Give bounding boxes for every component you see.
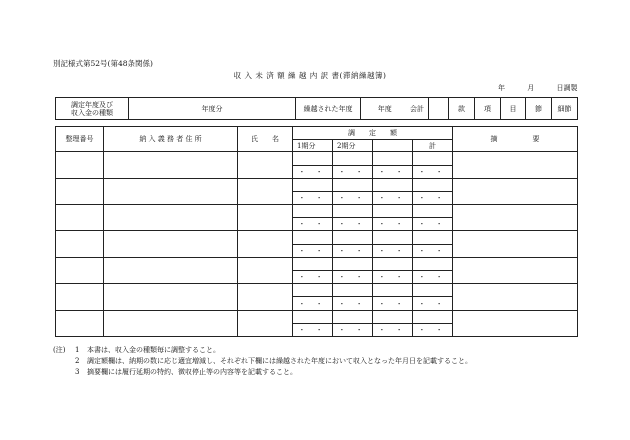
- entry-period-blank-cell[interactable]: [373, 257, 413, 270]
- entry-period-2-cell[interactable]: [333, 231, 373, 244]
- entry-period-blank-cell[interactable]: [373, 152, 413, 165]
- entry-period-blank-cell[interactable]: [373, 284, 413, 297]
- entry-number-cell[interactable]: [56, 178, 104, 204]
- entry-period-2-cell[interactable]: [333, 310, 373, 323]
- entry-period-2-date-cell[interactable]: ・ ・: [333, 191, 373, 204]
- note-1-number: 1: [75, 346, 80, 354]
- entry-period-2-date-cell[interactable]: ・ ・: [333, 323, 373, 336]
- entry-period-blank-cell[interactable]: [373, 231, 413, 244]
- entry-name-cell[interactable]: [238, 310, 293, 336]
- entry-period-1-date-cell[interactable]: ・ ・: [293, 297, 333, 310]
- entry-period-1-date-cell[interactable]: ・ ・: [293, 165, 333, 178]
- entry-total-cell[interactable]: [413, 284, 453, 297]
- date-day: 日調製: [556, 84, 578, 92]
- entry-name-cell[interactable]: [238, 152, 293, 178]
- fiscal-year-cell[interactable]: 年度分: [129, 98, 296, 120]
- blank-cell: [429, 98, 449, 120]
- entry-period-1-date-cell[interactable]: ・ ・: [293, 323, 333, 336]
- entry-period-1-cell[interactable]: [293, 152, 333, 165]
- entry-period-2-date-cell[interactable]: ・ ・: [333, 297, 373, 310]
- kan-cell: 款: [449, 98, 475, 120]
- period-1-header: 1期分: [293, 140, 333, 152]
- period-2-header: 2期分: [333, 140, 373, 152]
- notes-lead: (注): [53, 346, 66, 354]
- account-label: 会計: [410, 104, 424, 113]
- entry-name-cell[interactable]: [238, 205, 293, 231]
- preparation-date: [498, 84, 577, 92]
- entry-period-1-date-cell[interactable]: ・ ・: [293, 271, 333, 284]
- entry-row: [56, 205, 578, 218]
- entry-remarks-cell[interactable]: [453, 257, 578, 283]
- entry-remarks-cell[interactable]: [453, 310, 578, 336]
- entry-period-1-cell[interactable]: [293, 205, 333, 218]
- entry-period-2-date-cell[interactable]: ・ ・: [333, 218, 373, 231]
- entry-address-cell[interactable]: [104, 257, 238, 283]
- entry-remarks-cell[interactable]: [453, 178, 578, 204]
- entry-period-blank-date-cell[interactable]: ・ ・: [373, 271, 413, 284]
- entry-period-blank-date-cell[interactable]: ・ ・: [373, 191, 413, 204]
- note-2: [53, 356, 472, 367]
- note-2-number: 2: [75, 357, 80, 365]
- entry-period-blank-cell[interactable]: [373, 310, 413, 323]
- date-month: 月: [527, 84, 535, 92]
- entry-name-cell[interactable]: [238, 284, 293, 310]
- entry-period-2-cell[interactable]: [333, 178, 373, 191]
- carried-year-cell[interactable]: [361, 98, 429, 120]
- entry-number-cell[interactable]: [56, 231, 104, 257]
- entry-period-1-cell[interactable]: [293, 310, 333, 323]
- entry-number-cell[interactable]: [56, 205, 104, 231]
- entry-period-blank-cell[interactable]: [373, 205, 413, 218]
- entry-remarks-cell[interactable]: [453, 231, 578, 257]
- entry-period-1-cell[interactable]: [293, 231, 333, 244]
- entry-period-2-cell[interactable]: [333, 257, 373, 270]
- entry-total-date-cell[interactable]: ・ ・: [413, 271, 453, 284]
- note-2-text: 調定額欄は、納期の数に応じ適宜増減し、それぞれ下欄には繰越された年度において収入となった年月日を記載すること。: [87, 357, 472, 365]
- entry-number-cell[interactable]: [56, 310, 104, 336]
- setsu-cell: 節: [526, 98, 552, 120]
- entry-row: [56, 257, 578, 270]
- entry-remarks-cell[interactable]: [453, 152, 578, 178]
- entry-period-2-cell[interactable]: [333, 152, 373, 165]
- entry-address-cell[interactable]: [104, 152, 238, 178]
- date-year: 年: [498, 84, 505, 92]
- note-3-text: 摘要欄には履行延期の特約、徴収停止等の内容等を記載すること。: [87, 368, 297, 376]
- saisetsu-cell: 細節: [552, 98, 578, 120]
- entry-total-cell[interactable]: [413, 231, 453, 244]
- entry-period-1-date-cell[interactable]: ・ ・: [293, 244, 333, 257]
- entry-period-1-cell[interactable]: [293, 284, 333, 297]
- carried-year-label: 繰越された年度: [296, 98, 361, 120]
- address-header: 納 入 義 務 者 住 所: [104, 127, 238, 152]
- entry-total-cell[interactable]: [413, 178, 453, 191]
- year-label: 年度: [377, 104, 392, 113]
- name-header: 氏 名: [238, 127, 293, 152]
- entry-total-cell[interactable]: [413, 257, 453, 270]
- note-1-text: 本書は、収入金の種類毎に調整すること。: [87, 346, 220, 354]
- entry-period-blank-date-cell[interactable]: ・ ・: [373, 244, 413, 257]
- remarks-header: 摘 要: [453, 127, 578, 152]
- label-line-1: 調定年度及び: [71, 100, 113, 109]
- entry-row: [56, 152, 578, 165]
- notes: [53, 345, 472, 378]
- entry-period-2-date-cell[interactable]: ・ ・: [333, 244, 373, 257]
- entry-period-2-date-cell[interactable]: ・ ・: [333, 271, 373, 284]
- entry-total-date-cell[interactable]: ・ ・: [413, 218, 453, 231]
- entry-total-date-cell[interactable]: ・ ・: [413, 165, 453, 178]
- note-3-number: 3: [75, 368, 80, 376]
- entry-period-2-date-cell[interactable]: ・ ・: [333, 165, 373, 178]
- entry-period-blank-date-cell[interactable]: ・ ・: [373, 218, 413, 231]
- note-1: [53, 345, 472, 356]
- entry-address-cell[interactable]: [104, 284, 238, 310]
- entry-name-cell[interactable]: [238, 178, 293, 204]
- entry-row: [56, 284, 578, 297]
- note-3: [53, 367, 472, 378]
- entry-address-cell[interactable]: [104, 310, 238, 336]
- entry-total-cell[interactable]: [413, 152, 453, 165]
- fiscal-year-table: [55, 97, 578, 120]
- arrears-table: [55, 126, 578, 337]
- entry-period-blank-date-cell[interactable]: ・ ・: [373, 297, 413, 310]
- moku-cell: 目: [501, 98, 526, 120]
- entry-address-cell[interactable]: [104, 178, 238, 204]
- entry-total-cell[interactable]: [413, 310, 453, 323]
- entry-row: [56, 310, 578, 323]
- entry-period-blank-date-cell[interactable]: ・ ・: [373, 323, 413, 336]
- entry-row: [56, 178, 578, 191]
- total-header: 計: [413, 140, 453, 152]
- entry-total-cell[interactable]: [413, 205, 453, 218]
- document-title: 収 入 未 済 額 繰 越 内 訳 書(滞納繰越簿): [233, 71, 387, 80]
- entry-name-cell[interactable]: [238, 231, 293, 257]
- entry-row: [56, 231, 578, 244]
- kou-cell: 項: [475, 98, 501, 120]
- entry-total-date-cell[interactable]: ・ ・: [413, 191, 453, 204]
- entry-address-cell[interactable]: [104, 205, 238, 231]
- number-header: 整理番号: [56, 127, 104, 152]
- entry-total-date-cell[interactable]: ・ ・: [413, 323, 453, 336]
- entry-period-2-cell[interactable]: [333, 205, 373, 218]
- period-blank-header: [373, 140, 413, 152]
- entry-number-cell[interactable]: [56, 284, 104, 310]
- entry-period-1-cell[interactable]: [293, 257, 333, 270]
- entry-period-1-date-cell[interactable]: ・ ・: [293, 218, 333, 231]
- label-line-2: 収入金の種類: [71, 108, 113, 117]
- entry-period-2-cell[interactable]: [333, 284, 373, 297]
- entry-period-blank-date-cell[interactable]: ・ ・: [373, 165, 413, 178]
- entry-total-date-cell[interactable]: ・ ・: [413, 297, 453, 310]
- entry-period-blank-cell[interactable]: [373, 178, 413, 191]
- entry-total-date-cell[interactable]: ・ ・: [413, 244, 453, 257]
- entry-address-cell[interactable]: [104, 231, 238, 257]
- assessed-header: 調 定 額: [293, 127, 453, 140]
- entry-period-1-date-cell[interactable]: ・ ・: [293, 191, 333, 204]
- form-number: 別記様式第52号(第48条関係): [53, 59, 153, 68]
- entry-name-cell[interactable]: [238, 257, 293, 283]
- entry-period-1-cell[interactable]: [293, 178, 333, 191]
- entry-remarks-cell[interactable]: [453, 205, 578, 231]
- entry-number-cell[interactable]: [56, 152, 104, 178]
- entry-number-cell[interactable]: [56, 257, 104, 283]
- entry-remarks-cell[interactable]: [453, 284, 578, 310]
- fiscal-year-label: [56, 98, 129, 120]
